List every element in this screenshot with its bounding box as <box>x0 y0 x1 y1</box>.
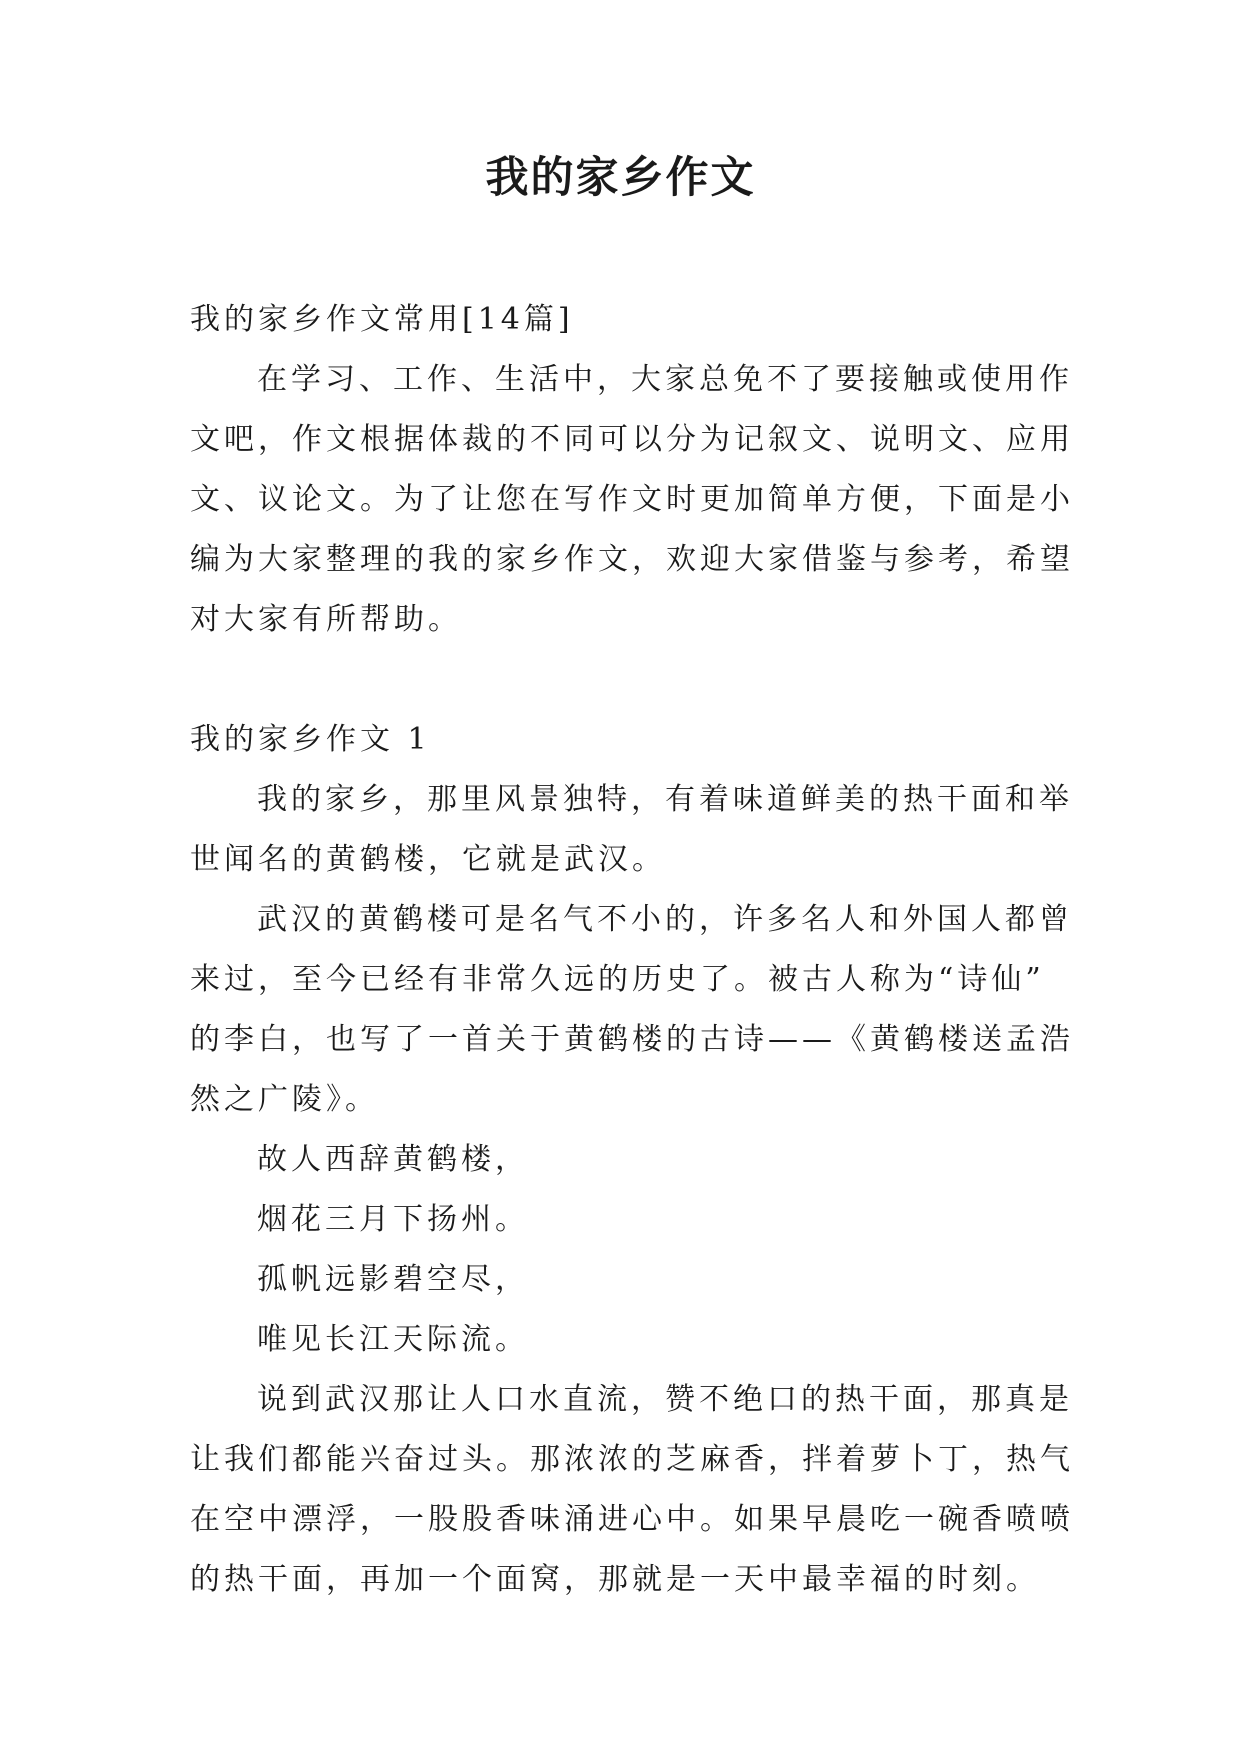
paragraph-line: 的热干面，再加一个面窝，那就是一天中最幸福的时刻。 <box>190 1562 1040 1597</box>
document-title: 我的家乡作文 <box>485 153 756 203</box>
poem <box>190 1130 1070 1370</box>
paragraph-3 <box>190 1370 1074 1610</box>
paragraph-line: 武汉的黄鹤楼可是名气不小的，许多名人和外国人都曾 <box>257 902 1073 937</box>
paragraph-line: 我的家乡，那里风景独特，有着味道鲜美的热干面和举 <box>257 782 1073 817</box>
intro-line: 在学习、工作、生活中，大家总免不了要接触或使用作 <box>257 362 1073 397</box>
intro-paragraph <box>190 350 1074 650</box>
intro-line: 对大家有所帮助。 <box>190 602 462 637</box>
intro-line: 编为大家整理的我的家乡作文，欢迎大家借鉴与参考，希望 <box>190 542 1074 577</box>
document-body <box>190 290 1074 1610</box>
paragraph-line: 的李白，也写了一首关于黄鹤楼的古诗——《黄鹤楼送孟浩 <box>190 1022 1074 1057</box>
poem-line: 烟花三月下扬州。 <box>257 1202 529 1237</box>
poem-line: 孤帆远影碧空尽， <box>257 1262 529 1297</box>
paragraph-1 <box>190 770 1073 890</box>
paragraph-line: 在空中漂浮，一股股香味涌进心中。如果早晨吃一碗香喷喷 <box>190 1502 1074 1537</box>
poem-line: 唯见长江天际流。 <box>257 1322 529 1357</box>
paragraph-line: 然之广陵》。 <box>190 1082 379 1117</box>
paragraph-line: 世闻名的黄鹤楼，它就是武汉。 <box>190 842 666 877</box>
document-subtitle: 我的家乡作文常用[14篇] <box>190 302 574 337</box>
intro-line: 文、议论文。为了让您在写作文时更加简单方便，下面是小 <box>190 482 1074 517</box>
poem-line: 故人西辞黄鹤楼， <box>257 1142 529 1177</box>
intro-line: 文吧，作文根据体裁的不同可以分为记叙文、说明文、应用 <box>190 422 1074 457</box>
paragraph-line: 说到武汉那让人口水直流，赞不绝口的热干面，那真是 <box>257 1382 1073 1417</box>
section-gap <box>190 650 1070 710</box>
paragraph-2 <box>190 890 1074 1130</box>
paragraph-line: 让我们都能兴奋过头。那浓浓的芝麻香，拌着萝卜丁，热气 <box>190 1442 1074 1477</box>
paragraph-line: 来过，至今已经有非常久远的历史了。被古人称为“诗仙” <box>190 962 1045 997</box>
section-heading: 我的家乡作文 1 <box>190 722 431 757</box>
